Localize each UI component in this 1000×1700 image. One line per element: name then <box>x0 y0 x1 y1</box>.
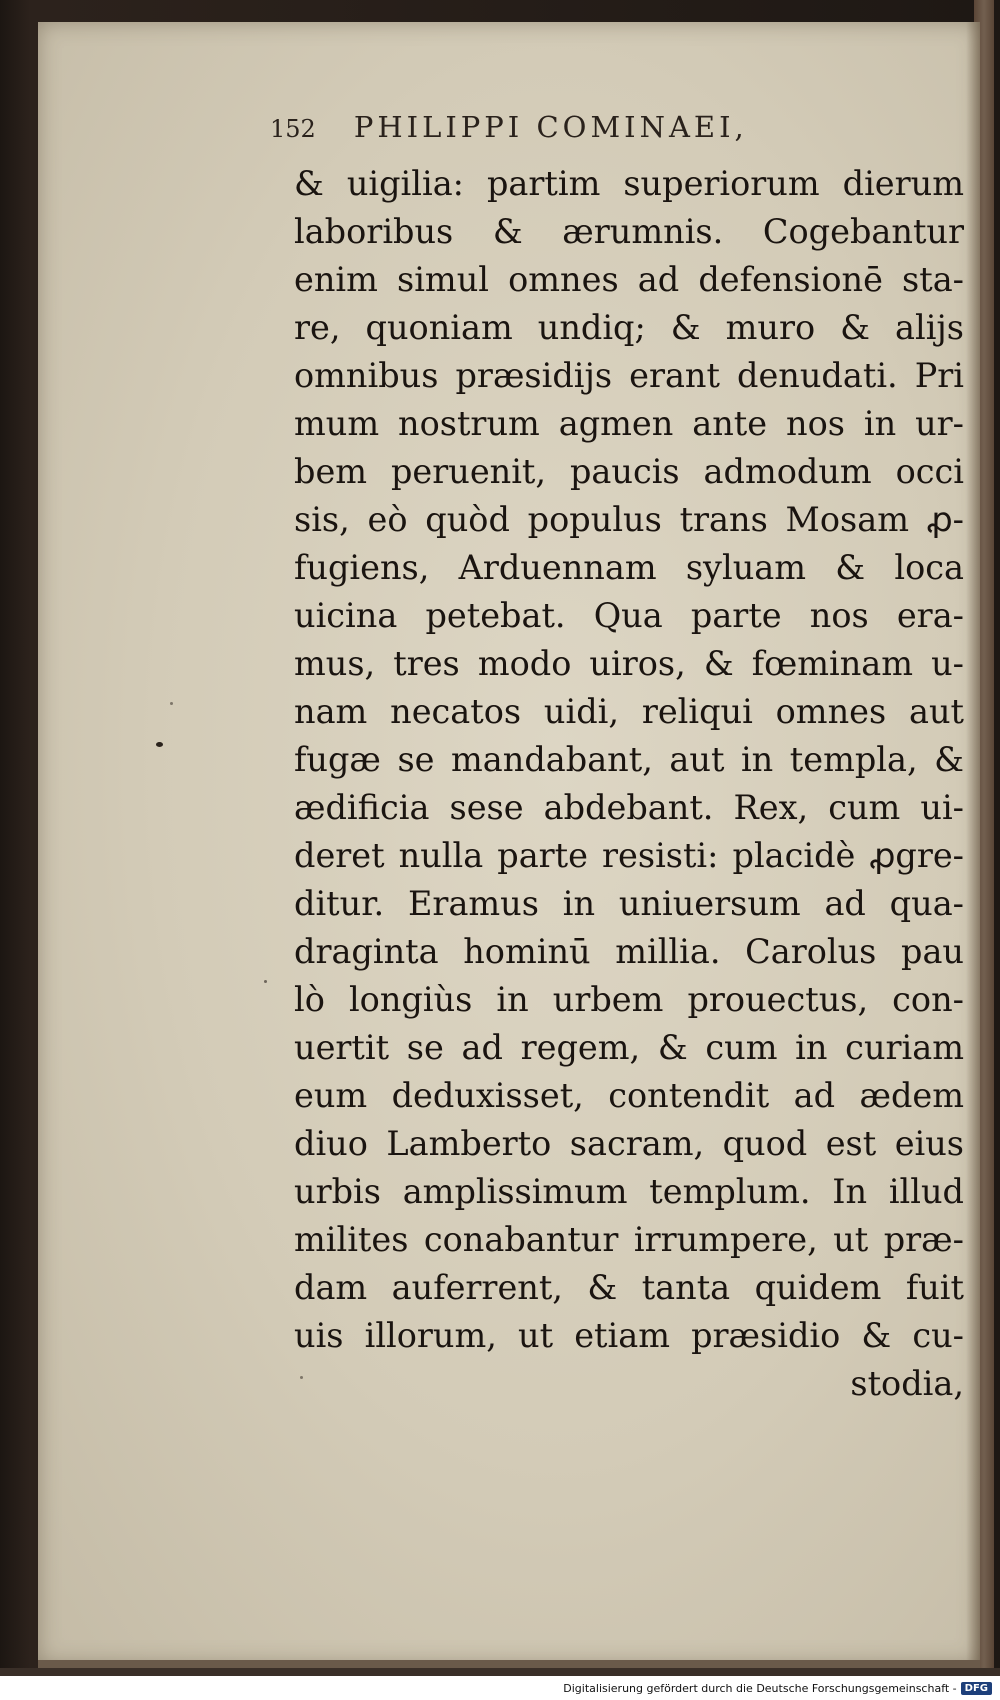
footer-credit: Digitalisierung gefördert durch die Deutsche Forschungsgemeinschaft - <box>563 1681 957 1695</box>
text-line: enim simul omnes ad defensionē sta- <box>294 260 964 299</box>
body-text <box>294 160 964 1408</box>
page-edge-shadow <box>966 22 980 1664</box>
text-line: mus, tres modo uiros, & fœminam u- <box>294 644 964 683</box>
catchword: stodia, <box>850 1364 964 1403</box>
text-line: bem peruenit, paucis admodum occi <box>294 452 964 491</box>
page-bottom-edge <box>38 1660 980 1668</box>
text-line: dam auferrent, & tanta quidem fuit <box>294 1268 964 1307</box>
text-line: lò longiùs in urbem prouectus, con- <box>294 980 964 1019</box>
speck-mark <box>264 980 267 983</box>
text-line: ditur. Eramus in uniuersum ad qua- <box>294 884 964 923</box>
page-header <box>270 110 930 154</box>
text-line: laboribus & ærumnis. Cogebantur <box>294 212 964 251</box>
text-line: re, quoniam undiq; & muro & alijs <box>294 308 964 347</box>
folio-number: 152 <box>270 115 316 143</box>
text-line: uicina petebat. Qua parte nos era- <box>294 596 964 635</box>
text-line: milites conabantur irrumpere, ut præ- <box>294 1220 964 1259</box>
text-line: eum deduxisset, contendit ad ædem <box>294 1076 964 1115</box>
running-head: PHILIPPI COMINAEI, <box>353 110 748 144</box>
text-line: sis, eò quòd populus trans Mosam ꝓ- <box>294 500 964 539</box>
text-line: deret nulla parte resisti: placidè ꝓgre- <box>294 836 964 875</box>
text-line: fugiens, Arduennam syluam & loca <box>294 548 964 587</box>
text-line: urbis amplissimum templum. In illud <box>294 1172 964 1211</box>
text-line: diuo Lamberto sacram, quod est eius <box>294 1124 964 1163</box>
text-line: ædificia sese abdebant. Rex, cum ui- <box>294 788 964 827</box>
speck-mark <box>300 1376 303 1379</box>
text-line: uis illorum, ut etiam præsidio & cu- <box>294 1316 964 1355</box>
text-line: & uigilia: partim superiorum dierum <box>294 164 964 203</box>
text-line: omnibus præsidijs erant denudati. Pri <box>294 356 964 395</box>
text-line: nam necatos uidi, reliqui omnes aut <box>294 692 964 731</box>
dfg-logo: DFG <box>961 1682 992 1695</box>
text-line: mum nostrum agmen ante nos in ur- <box>294 404 964 443</box>
speck-mark <box>170 702 173 705</box>
text-line: uertit se ad regem, & cum in curiam <box>294 1028 964 1067</box>
book-page <box>38 22 980 1664</box>
text-line: draginta hominū millia. Carolus pau <box>294 932 964 971</box>
speck-mark <box>156 742 163 747</box>
text-line: fugæ se mandabant, aut in templa, & <box>294 740 964 779</box>
digitization-footer <box>0 1676 1000 1700</box>
